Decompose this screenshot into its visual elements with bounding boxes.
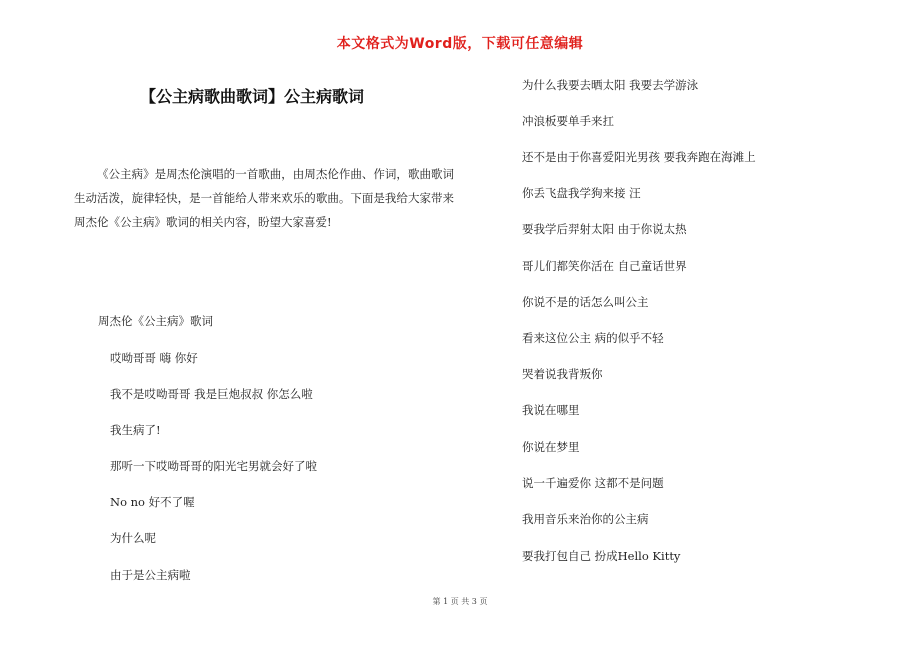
document-title: 【公主病歌曲歌词】公主病歌词 <box>140 87 365 106</box>
intro-paragraph: 《公主病》是周杰伦演唱的一首歌曲，由周杰伦作曲、作词，歌曲歌词生动活泼，旋律轻快，是一首能给人带来欢乐的歌曲。下面是我给大家带来周杰伦《公主病》歌词的相关内容，盼望大家喜爱! <box>74 167 454 229</box>
lyric-line: 要我打包自己 扮成Hello Kitty <box>522 549 681 563</box>
lyric-line: 哭着说我背叛你 <box>522 367 603 381</box>
lyric-line: 我生病了! <box>110 423 161 437</box>
lyric-line: 我用音乐来治你的公主病 <box>522 512 649 526</box>
lyric-line: 看来这位公主 病的似乎不轻 <box>522 331 664 345</box>
lyric-line: No no 好不了喔 <box>110 495 195 509</box>
lyric-line: 要我学后羿射太阳 由于你说太热 <box>522 222 687 236</box>
page-number-footer: 第 1 页 共 3 页 <box>432 597 488 606</box>
lyric-line: 那听一下哎呦哥哥的阳光宅男就会好了啦 <box>110 459 317 473</box>
lyric-line: 哥儿们都笑你活在 自己童话世界 <box>522 259 687 273</box>
lyric-line: 为什么我要去晒太阳 我要去学游泳 <box>522 78 699 92</box>
lyric-line: 我说在哪里 <box>522 403 580 417</box>
lyric-line: 还不是由于你喜爱阳光男孩 要我奔跑在海滩上 <box>522 150 756 164</box>
lyric-line: 由于是公主病啦 <box>110 568 191 582</box>
word-format-banner: 本文格式为Word版，下载可任意编辑 <box>336 36 584 52</box>
lyric-line: 你说在梦里 <box>522 440 580 454</box>
lyric-line: 你丢飞盘我学狗来接 汪 <box>522 186 641 200</box>
lyric-line: 冲浪板要单手来扛 <box>522 114 614 128</box>
lyrics-heading: 周杰伦《公主病》歌词 <box>98 314 213 328</box>
lyric-line: 我不是哎呦哥哥 我是巨炮叔叔 你怎么啦 <box>110 387 313 401</box>
lyric-line: 说一千遍爱你 这都不是问题 <box>522 476 664 490</box>
lyric-line: 为什么呢 <box>110 531 156 545</box>
lyric-line: 你说不是的话怎么叫公主 <box>522 295 649 309</box>
lyric-line: 哎呦哥哥 嗨 你好 <box>110 351 198 365</box>
